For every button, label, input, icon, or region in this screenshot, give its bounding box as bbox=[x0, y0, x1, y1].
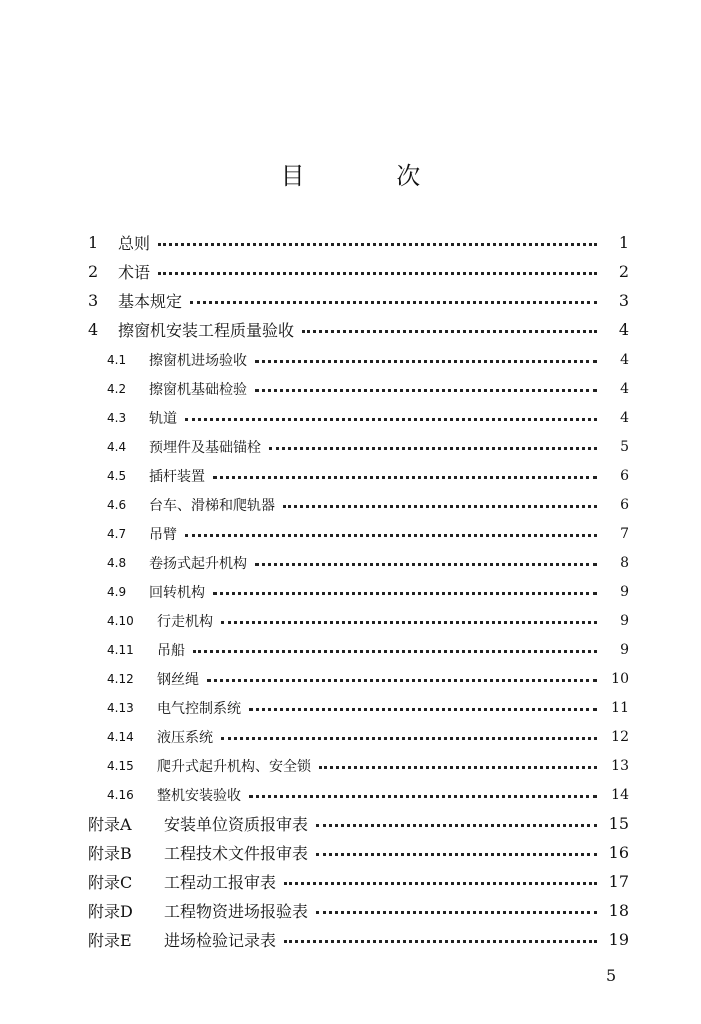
toc-entry-label: 安装单位资质报审表 bbox=[164, 815, 309, 834]
toc-entry-page: 15 bbox=[608, 814, 629, 833]
dot-leader bbox=[255, 389, 597, 392]
toc-entry-page: 2 bbox=[618, 262, 629, 281]
toc-entry-label: 卷扬式起升机构 bbox=[149, 555, 247, 572]
toc-entry-number: 4.8 bbox=[107, 555, 127, 570]
toc-entry-label: 钢丝绳 bbox=[157, 671, 199, 688]
toc-entry-appendix-a[interactable] bbox=[0, 809, 701, 838]
toc-entry-page: 4 bbox=[620, 380, 629, 397]
dot-leader bbox=[316, 824, 597, 827]
dot-leader bbox=[284, 940, 597, 943]
toc-entry-label: 擦窗机安装工程质量验收 bbox=[118, 321, 295, 340]
toc-entry-4-2[interactable] bbox=[0, 374, 701, 403]
toc-entry-number: 3 bbox=[88, 291, 99, 310]
toc-entry-4[interactable] bbox=[0, 315, 701, 344]
toc-entry-label: 预埋件及基础锚栓 bbox=[149, 439, 261, 456]
dot-leader bbox=[190, 301, 597, 304]
toc-entry-4-14[interactable] bbox=[0, 722, 701, 751]
toc-entry-number: 4.4 bbox=[107, 439, 127, 454]
toc-entry-4-12[interactable] bbox=[0, 664, 701, 693]
toc-entry-appendix-e[interactable] bbox=[0, 925, 701, 954]
toc-entry-appendix-c[interactable] bbox=[0, 867, 701, 896]
dot-leader bbox=[207, 679, 597, 682]
dot-leader bbox=[185, 534, 597, 537]
toc-entry-label: 爬升式起升机构、安全锁 bbox=[157, 758, 311, 775]
toc-entry-page: 7 bbox=[620, 525, 629, 542]
toc-entry-number: 4.14 bbox=[107, 729, 134, 744]
toc-entry-number: 附录D bbox=[88, 902, 133, 921]
toc-entry-4-3[interactable] bbox=[0, 403, 701, 432]
toc-entry-4-4[interactable] bbox=[0, 432, 701, 461]
toc-entry-label: 术语 bbox=[118, 263, 151, 282]
dot-leader bbox=[221, 621, 597, 624]
toc-entry-appendix-d[interactable] bbox=[0, 896, 701, 925]
toc-entry-page: 6 bbox=[620, 467, 629, 484]
toc-entry-page: 9 bbox=[620, 641, 629, 658]
dot-leader bbox=[319, 766, 597, 769]
dot-leader bbox=[185, 418, 597, 421]
toc-entry-number: 附录A bbox=[88, 815, 132, 834]
toc-entry-page: 16 bbox=[608, 843, 629, 862]
dot-leader bbox=[283, 505, 597, 508]
toc-entry-page: 3 bbox=[618, 291, 629, 310]
toc-entry-page: 9 bbox=[620, 583, 629, 600]
toc-entry-2[interactable] bbox=[0, 257, 701, 286]
toc-entry-page: 19 bbox=[608, 930, 629, 949]
toc-entry-page: 4 bbox=[620, 351, 629, 368]
toc-entry-page: 4 bbox=[618, 320, 629, 339]
dot-leader bbox=[221, 737, 597, 740]
page-title: 目 次 bbox=[280, 162, 463, 190]
toc-entry-4-7[interactable] bbox=[0, 519, 701, 548]
dot-leader bbox=[284, 882, 597, 885]
toc-entry-number: 4.3 bbox=[107, 410, 127, 425]
toc-entry-page: 14 bbox=[611, 786, 629, 803]
toc-entry-number: 4.15 bbox=[107, 758, 134, 773]
toc-entry-4-5[interactable] bbox=[0, 461, 701, 490]
toc-entry-label: 整机安装验收 bbox=[157, 787, 241, 804]
toc-entry-appendix-b[interactable] bbox=[0, 838, 701, 867]
toc-entry-label: 液压系统 bbox=[157, 729, 213, 746]
dot-leader bbox=[158, 272, 597, 275]
toc-entry-number: 4.1 bbox=[107, 352, 127, 367]
toc-entry-number: 1 bbox=[88, 233, 99, 252]
toc-entry-label: 回转机构 bbox=[149, 584, 205, 601]
toc-entry-label: 台车、滑梯和爬轨器 bbox=[149, 497, 275, 514]
toc-entry-number: 4.6 bbox=[107, 497, 127, 512]
toc-entry-4-6[interactable] bbox=[0, 490, 701, 519]
toc-entry-label: 吊船 bbox=[157, 642, 185, 659]
toc-entry-page: 8 bbox=[620, 554, 629, 571]
toc-entry-page: 18 bbox=[608, 901, 629, 920]
toc-entry-1[interactable] bbox=[0, 228, 701, 257]
toc-entry-number: 4.11 bbox=[107, 642, 134, 657]
toc-entry-page: 11 bbox=[611, 699, 629, 716]
toc-entry-number: 4 bbox=[88, 320, 99, 339]
toc-entry-page: 13 bbox=[611, 757, 629, 774]
toc-entry-number: 4.9 bbox=[107, 584, 127, 599]
toc-entry-page: 6 bbox=[620, 496, 629, 513]
toc-entry-label: 工程物资进场报验表 bbox=[164, 902, 309, 921]
dot-leader bbox=[249, 795, 597, 798]
toc-entry-number: 附录B bbox=[88, 844, 132, 863]
toc-entry-page: 12 bbox=[611, 728, 629, 745]
toc-entry-label: 行走机构 bbox=[157, 613, 213, 630]
toc-entry-label: 基本规定 bbox=[118, 292, 183, 311]
toc-entry-4-15[interactable] bbox=[0, 751, 701, 780]
toc-entry-label: 进场检验记录表 bbox=[164, 931, 277, 950]
page-number: 5 bbox=[606, 966, 617, 985]
toc-entry-number: 4.16 bbox=[107, 787, 134, 802]
toc-entry-3[interactable] bbox=[0, 286, 701, 315]
toc-entry-4-10[interactable] bbox=[0, 606, 701, 635]
dot-leader bbox=[255, 563, 597, 566]
toc-entry-page: 4 bbox=[620, 409, 629, 426]
toc-entry-4-13[interactable] bbox=[0, 693, 701, 722]
dot-leader bbox=[213, 476, 597, 479]
toc-entry-label: 工程动工报审表 bbox=[164, 873, 277, 892]
dot-leader bbox=[249, 708, 597, 711]
toc-entry-label: 工程技术文件报审表 bbox=[164, 844, 309, 863]
toc-entry-label: 吊臂 bbox=[149, 526, 177, 543]
toc-entry-4-1[interactable] bbox=[0, 345, 701, 374]
toc-entry-number: 4.7 bbox=[107, 526, 127, 541]
toc-entry-page: 17 bbox=[608, 872, 629, 891]
toc-entry-number: 附录C bbox=[88, 873, 133, 892]
toc-entry-number: 附录E bbox=[88, 931, 132, 950]
toc-entry-label: 电气控制系统 bbox=[157, 700, 241, 717]
dot-leader bbox=[193, 650, 597, 653]
toc-entry-label: 擦窗机进场验收 bbox=[149, 352, 247, 369]
dot-leader bbox=[213, 592, 597, 595]
toc-entry-page: 1 bbox=[618, 233, 629, 252]
toc-entry-number: 4.5 bbox=[107, 468, 127, 483]
dot-leader bbox=[255, 360, 597, 363]
toc-entry-label: 插杆装置 bbox=[149, 468, 205, 485]
toc-entry-number: 4.10 bbox=[107, 613, 134, 628]
dot-leader bbox=[316, 853, 597, 856]
toc-entry-page: 10 bbox=[611, 670, 629, 687]
toc-entry-label: 轨道 bbox=[149, 410, 177, 427]
dot-leader bbox=[302, 330, 597, 333]
toc-entry-number: 4.13 bbox=[107, 700, 134, 715]
toc-entry-4-11[interactable] bbox=[0, 635, 701, 664]
toc-entry-4-9[interactable] bbox=[0, 577, 701, 606]
toc-entry-label: 总则 bbox=[118, 234, 151, 253]
toc-entry-number: 2 bbox=[88, 262, 99, 281]
toc-entry-4-16[interactable] bbox=[0, 780, 701, 809]
toc-entry-page: 9 bbox=[620, 612, 629, 629]
toc-entry-number: 4.2 bbox=[107, 381, 127, 396]
dot-leader bbox=[158, 243, 597, 246]
dot-leader bbox=[269, 447, 597, 450]
toc-entry-label: 擦窗机基础检验 bbox=[149, 381, 247, 398]
dot-leader bbox=[316, 911, 597, 914]
toc-entry-number: 4.12 bbox=[107, 671, 134, 686]
toc-entry-4-8[interactable] bbox=[0, 548, 701, 577]
toc-entry-page: 5 bbox=[620, 438, 629, 455]
